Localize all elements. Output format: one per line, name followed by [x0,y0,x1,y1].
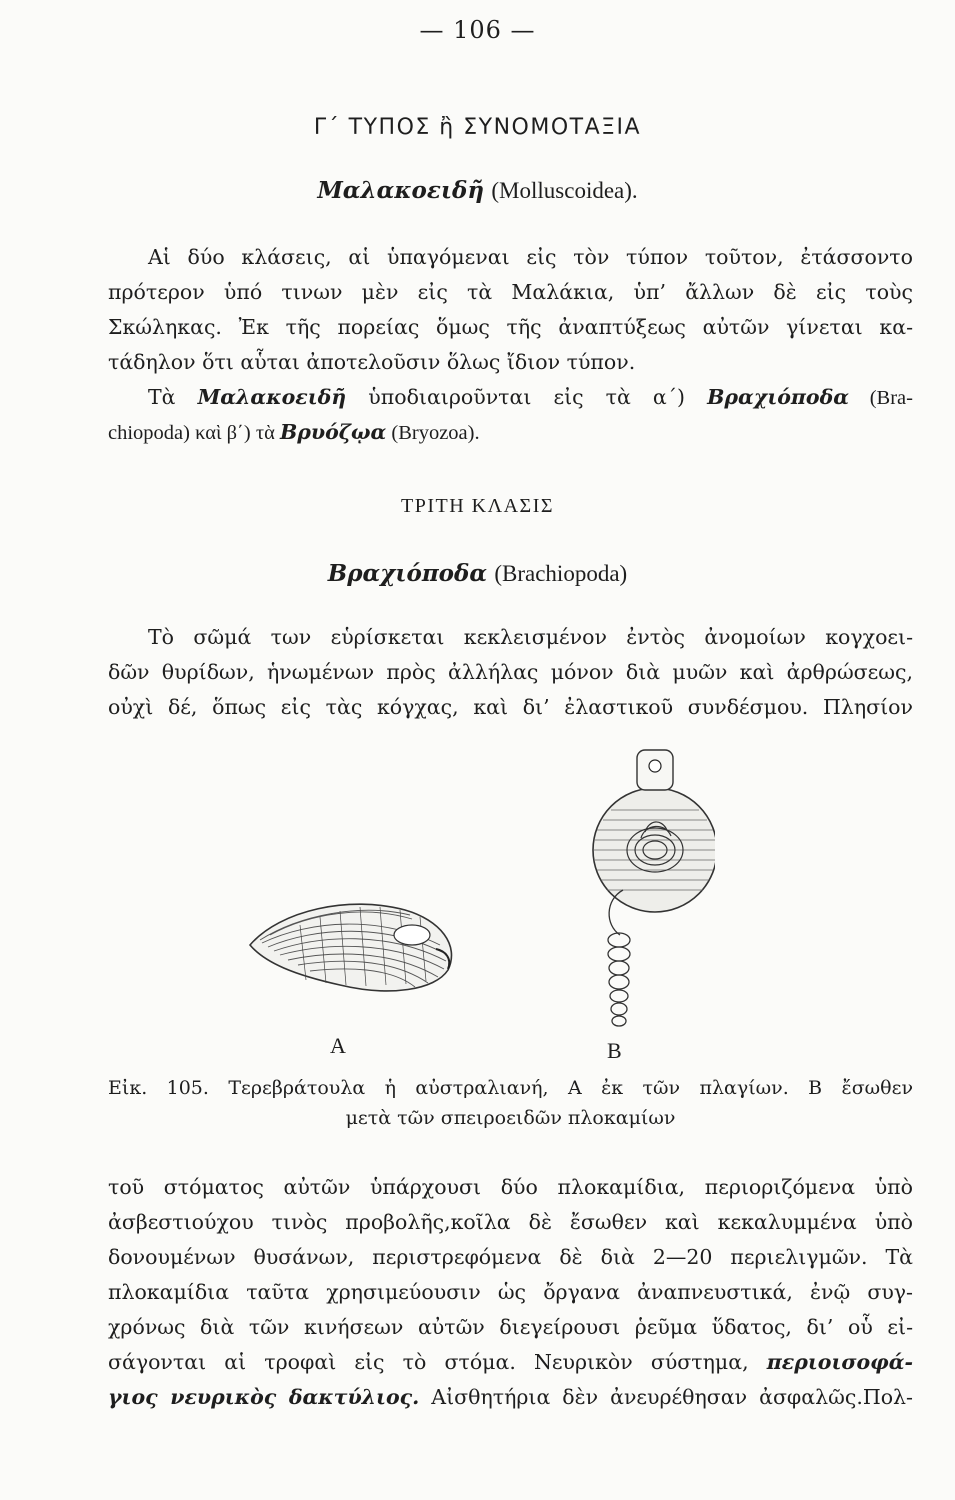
text-line: οὐχὶ δέ, ὅπως εἰς τὰς κόγχας, καὶ δι’ ἐλαστικοῦ συνδέσμου. Πλησίον [108,695,913,719]
text-line: Αἱ δύο κλάσεις, αἱ ὑπαγόμεναι εἰς τὸν τύπον τοῦτον, ἐτάσσοντο [148,245,913,269]
shell-side-view-illustration [240,885,480,1015]
text-line: δονουμένων θυσάνων, περιστρεφόμενα δὲ διὰ 2—20 περιελιγμῶν. Τὰ [108,1245,913,1269]
body-paragraph [108,620,913,725]
text-line: δῶν θυρίδων, ἡνωμένων πρὸς ἀλλήλας μόνον διὰ μυῶν καὶ ἀρθρώσεως, [108,660,913,684]
class-latin-name: (Brachiopoda) [494,561,628,586]
text-line: γιος νευρικὸς δακτύλιος. Αἰσθητήρια δὲν ἀνευρέθησαν ἀσφαλῶς.Πολ- [108,1385,913,1409]
class-subtitle [0,560,955,587]
continuation-paragraph [108,1170,913,1415]
figure-label-a: A [330,1033,346,1058]
phylum-latin-name: (Molluscoidea). [491,178,638,203]
text-line: πρότερον ὑπό τινων μὲν εἰς τὰ Μαλάκια, ὑπ’ ἄλλων δὲ εἰς τοὺς [108,280,913,304]
caption-line: Εἰκ. 105. Τερεβράτουλα ἡ αὐστραλιανή, Α ἐκ τῶν πλαγίων. Β ἔσωθεν [108,1077,913,1099]
text-line: Σκώληκας. Ἐκ τῆς πορείας ὅμως τῆς ἀναπτύξεως αὐτῶν γίνεται κα- [108,315,913,339]
division-paragraph [108,380,913,450]
text-line: χρόνως διὰ τῶν κινήσεων αὐτῶν διεγείρουσι ῥεῦμα ὕδατος, δι’ οὗ εἰ- [108,1315,913,1339]
text-line: Τὸ σῶμά των εὑρίσκεται κεκλεισμένον ἐντὸς ἀνομοίων κογχοει- [148,625,913,649]
intro-paragraph [108,240,913,380]
text-line: τάδηλον ὅτι αὗται ἀποτελοῦσιν ὅλως ἴδιον τύπον. [108,350,636,374]
figure-label-b: B [607,1038,622,1063]
text-line: ἀσβεστιούχου τινὸς προβολῆς,κοῖλα δὲ ἔσωθεν καὶ κεκαλυμμένα ὑπὸ [108,1210,913,1234]
text-line: τοῦ στόματος αὐτῶν ὑπάρχουσι δύο πλοκαμίδια, περιοριζόμενα ὑπὸ [108,1175,913,1199]
term-malakoeidi: Μαλακοειδῆ [197,385,347,409]
shell-interior-illustration [575,740,715,1040]
type-heading: Γ΄ ΤΥΠΟΣ ἢ ΣΥΝΟΜΟΤΑΞΙΑ [313,115,642,140]
phylum-subtitle [0,177,955,204]
text-line: chiopoda) καὶ β΄) τὰ Βρυόζῳα (Bryozoa). [108,420,480,444]
term-bryozoa: Βρυόζῳα [279,420,387,444]
caption-line: μετὰ τῶν σπειροειδῶν πλοκαμίων [345,1107,676,1129]
text-line: σάγονται αἱ τροφαὶ εἰς τὸ στόμα. Νευρικὸν σύστημα, περιοισοφά- [108,1350,913,1374]
text-line: πλοκαμίδια ταῦτα χρησιμεύουσιν ὡς ὄργανα ἀναπνευστικά, ἐνῷ συγ- [108,1280,913,1304]
term-brachiopoda: Βραχιόποδα [707,385,850,409]
page-number: — 106 — [419,16,536,44]
class-heading: ΤΡΙΤΗ ΚΛΑΣΙΣ [401,495,554,517]
figure-caption [108,1073,913,1133]
term-nerve-ring-part2: γιος νευρικὸς δακτύλιος. [108,1385,420,1409]
term-nerve-ring-part1: περιοισοφά- [766,1350,913,1374]
phylum-greek-name: Μαλακοειδῆ [317,177,485,204]
class-greek-name: Βραχιόποδα [327,560,488,587]
text-line: Τὰ Μαλακοειδῆ ὑποδιαιροῦνται εἰς τὰ α΄) Βραχιόποδα (Bra- [148,385,913,409]
